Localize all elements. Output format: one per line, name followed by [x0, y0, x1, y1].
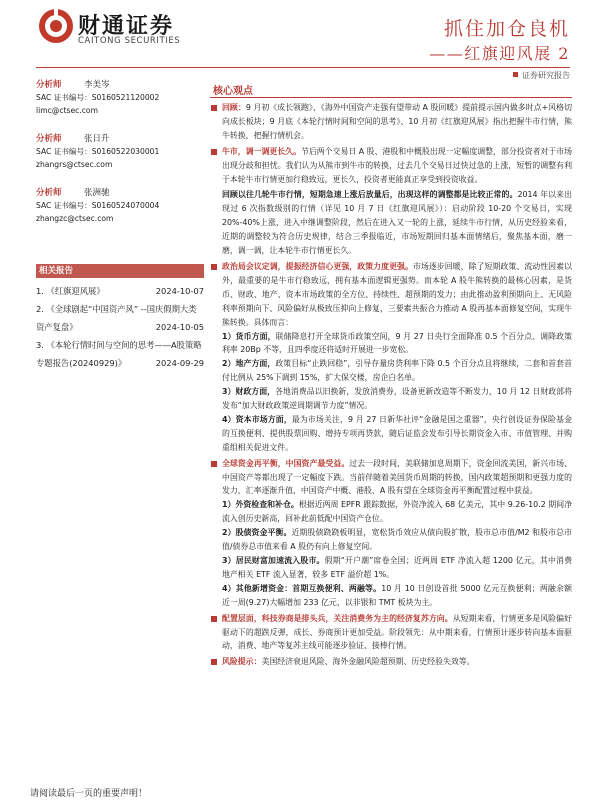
logo-chinese-name: 财通证券 — [78, 13, 175, 39]
related-report-title: 1. 《红旗迎风展》 — [36, 286, 105, 296]
report-subtitle: ——红旗迎风展 2 — [429, 44, 570, 63]
paragraph-text: 各地消费品以旧换新，发放消费券，设备更新改造等不断发力，10 月 12 日财政部将发布“加大财政政策逆周期调节力度”情况。 — [222, 387, 572, 411]
analyst-card — [36, 182, 204, 234]
analyst-sac: SAC 证书编号：S0160524070004 — [36, 201, 160, 210]
analyst-card — [36, 128, 204, 180]
square-bullet-icon — [211, 264, 217, 270]
paragraph-text: 根据近两周 EPFR 跟踪数据，外资净流入 68 亿美元，其中 9.26-10.2 期间净流入创历史新高，回补此前低配中国资产仓位。 — [222, 500, 573, 524]
funds-other — [210, 582, 572, 610]
paragraph-text: 最为市场关注，9 月 27 日新华社评“金融是国之重器”，央行创设证券保险基金的互换便利、提供股票回购、增持专项再贷款，随后证监会发布引导长期资金入市、市值管理、并购重组相关促进文件。 — [222, 414, 572, 452]
related-reports-list — [36, 282, 204, 372]
policy-monetary — [210, 330, 572, 358]
paragraph-policy — [210, 260, 572, 330]
analyst-email[interactable]: zhangrs@ctsec.com — [36, 160, 113, 169]
square-bullet-icon — [211, 461, 217, 467]
paragraph-text: 10 月 10 日创设首批 5000 亿元互换便利；两融余额近一周(9.27)大幅增加 233 亿元，以非银和 TMT 板块为主。 — [222, 583, 572, 607]
square-bullet-icon — [211, 105, 217, 111]
header-divider — [36, 67, 570, 68]
paragraph-text: 联储降息打开全球货币政策空间，9 月 27 日央行全面降准 0.5 个百分点、调降政策利率 20Bp 不等，且四季度还将适时开展进一步宽松。 — [222, 331, 572, 355]
analyst-name: 张洲驰 — [84, 188, 110, 198]
logo-english-name: CAITONG SECURITIES — [78, 36, 181, 46]
paragraph-text: 9 月初《成长领跑》、《海外中国资产走强有望带动 A 股回暖》提前提示国内做多时点+风格切向成长板块；9 月底《本轮行情时间和空间的思考》、10 月初《红旗迎风展》指出把握牛市行情，熊牛转换，把握行情机会。 — [222, 103, 572, 140]
paragraph-text: 近期股债跷跷板明显，宽松货币效应从债向股扩散，股市总市值/M2 和股市总市值/债券总市值来看 A 股仍有向上修复空间。 — [222, 528, 573, 552]
paragraph-allocation — [210, 612, 572, 654]
paragraph-lead: 3）居民财富加速流入股市。 — [222, 556, 325, 565]
paragraph-text: 美国经济衰退风险、海外金融风险超预期、历史经验失效等。 — [261, 657, 475, 667]
paragraph-text: 从短期来看，行情更多是风险偏好驱动下的超跌反弹，成长、券商预计更加受益。阶段领先：从中期来看，行情预计逐步转向基本面驱动，消费、地产等复苏主线可能逐步验证、接棒行情。 — [222, 613, 572, 651]
paragraph-lead: 4）其他新增资金：首期互换便利、两融等。 — [222, 583, 382, 593]
policy-capital-market — [210, 413, 572, 455]
report-title: 抓住加仓良机 — [443, 18, 570, 40]
analyst-sac: SAC 证书编号：S0160522030001 — [36, 147, 160, 156]
paragraph-lead: 4）资本市场方面， — [222, 414, 292, 424]
disclaimer-footer: 请阅读最后一页的重要声明！ — [30, 789, 148, 799]
paragraph-history — [210, 188, 572, 258]
logo-icon — [38, 8, 74, 44]
analyst-email[interactable]: zhangzc@ctsec.com — [36, 214, 114, 223]
related-reports-heading: 相关报告 — [36, 264, 204, 278]
analyst-label: 分析师 — [36, 80, 62, 90]
paragraph-lead: 风险提示： — [222, 657, 262, 667]
square-bullet-icon — [513, 72, 518, 77]
related-report-date: 2024-10-05 — [155, 322, 204, 332]
main-content — [210, 80, 572, 669]
related-report-title: 2. 《全球剧起“中国资产风” --国庆假期大类资产复盘》 — [36, 304, 197, 332]
square-bullet-icon — [211, 659, 217, 665]
analyst-card — [36, 74, 204, 126]
funds-stock-bond — [210, 526, 572, 554]
funds-foreign — [210, 498, 572, 526]
related-report-date: 2024-09-29 — [155, 358, 204, 368]
paragraph-lead: 回顾以往几轮牛市行情，短期急速上涨后放量后，出现这样的调整都是比较正常的。 — [222, 190, 518, 200]
paragraph-lead: 2）股债资金平衡。 — [222, 528, 292, 538]
related-report-date: 2024-10-07 — [155, 286, 204, 296]
paragraph-lead: 3）财政方面， — [222, 387, 276, 397]
paragraph-lead: 1）货币方面， — [222, 331, 276, 341]
paragraph-global-funds — [210, 457, 572, 499]
related-report-item[interactable] — [36, 300, 204, 336]
analyst-label: 分析师 — [36, 188, 62, 198]
paragraph-text: 假期“开户潮”席卷全国；近两周 ETF 净流入超 1200 亿元，其中消费地产相关 ETF 流入显著，较多 ETF 溢价超 1%。 — [222, 556, 572, 579]
paragraph-risk — [210, 655, 572, 669]
paragraph-review — [210, 101, 572, 143]
related-report-title: 3. 《本轮行情时间与空间的思考——A股策略专题报告(20240929)》 — [36, 340, 202, 368]
square-bullet-icon — [211, 149, 217, 155]
funds-household — [210, 554, 572, 582]
analyst-label: 分析师 — [36, 134, 62, 144]
related-report-item[interactable] — [36, 336, 204, 372]
company-logo — [38, 8, 188, 50]
analyst-email[interactable]: limc@ctsec.com — [36, 106, 98, 115]
analyst-name: 张日升 — [84, 134, 110, 144]
paragraph-lead: 2）地产方面， — [222, 359, 276, 369]
paragraph-text: 政策目标“止跌回稳”，引导存量房贷利率下降 0.5 个百分点且将继续，二套和首套首付比例从 25%下调到 15%，扩大保交楼，房企白名单。 — [222, 359, 572, 383]
policy-property — [210, 357, 572, 385]
related-report-item[interactable] — [36, 282, 204, 300]
core-views-heading — [210, 80, 572, 98]
doc-type-text: 证券研究报告 — [522, 71, 570, 80]
paragraph-text: 过去一段时间，美联储加息周期下，资金回流美国，新兴市场、中国资产等都出现了一定幅度下跌。当前伴随着美国货币周期的转换，国内政策超预期和更强力度的发力，汇率逐渐升值，中国资产中概、港股、A 股有望在全球资金再平衡配置过程中获益。 — [222, 458, 572, 496]
core-views-body — [210, 101, 572, 669]
paragraph-lead: 配置层面，科技券商是排头兵，关注消费务为主的经济复苏方向。 — [222, 613, 453, 623]
paragraph-text: 节后两个交易日 A 股、港股和中概股出现一定幅度调整，部分投资者对于市场出现分歧和担忧。我们认为从熊市到牛市的转换，过去几个交易日过快过急的上涨，短暂的调整有利于本轮牛市行情更加行稳致远，更长久，投资者更能真正享受到投资收益。 — [222, 146, 572, 184]
paragraph-lead: 回顾： — [222, 103, 246, 112]
paragraph-text: 2014 年以来出现过 6 次指数级别的行情（详见 10 月 7 日《红旗迎风展》）：启动阶段 10-20 个交易日，实现 20%-40%上涨，进入中继调整阶段，然后在进入又一轮的上涨，延续牛市行情，从历史经验来看，近期的调整较为符合历史规律，结合三季报临近，市场短期回归基本面情绪后，聚焦基本面，磨一磨，调一调，让本轮牛市行情更长久。 — [222, 190, 572, 256]
paragraph-lead: 全球资金再平衡，中国资产最受益。 — [222, 458, 350, 468]
paragraph-lead: 政治局会议定调，提振经济信心更强，政策力度更强。 — [222, 261, 413, 271]
paragraph-bull-market — [210, 145, 572, 187]
analyst-sac: SAC 证书编号：S0160521120002 — [36, 93, 160, 102]
analyst-name: 李美岑 — [84, 80, 110, 90]
paragraph-text: 市场逐步回暖，除了短期政策、流动性因素以外，最重要的是牛市行稳致远，拥有基本面逻辑更强势。而本轮 A 股牛熊转换的最核心因素，是货币、财政、地产、资本市场政策的全方位、持续性、超预期的发力；由此推动盈利预期向上、无风险利率预期向下、风险偏好从极致压抑向上修复，三要素共振合力推动 A 股再基本面修复空间，实现牛熊转换。具体而言： — [222, 261, 572, 327]
policy-fiscal — [210, 385, 572, 413]
core-views-title: 核心观点 — [213, 86, 253, 97]
square-bullet-icon — [211, 616, 217, 622]
paragraph-lead: 牛市，调一调更长久。 — [222, 146, 301, 156]
paragraph-lead: 1）外资检查和补仓。 — [222, 500, 299, 510]
left-sidebar — [36, 72, 204, 368]
